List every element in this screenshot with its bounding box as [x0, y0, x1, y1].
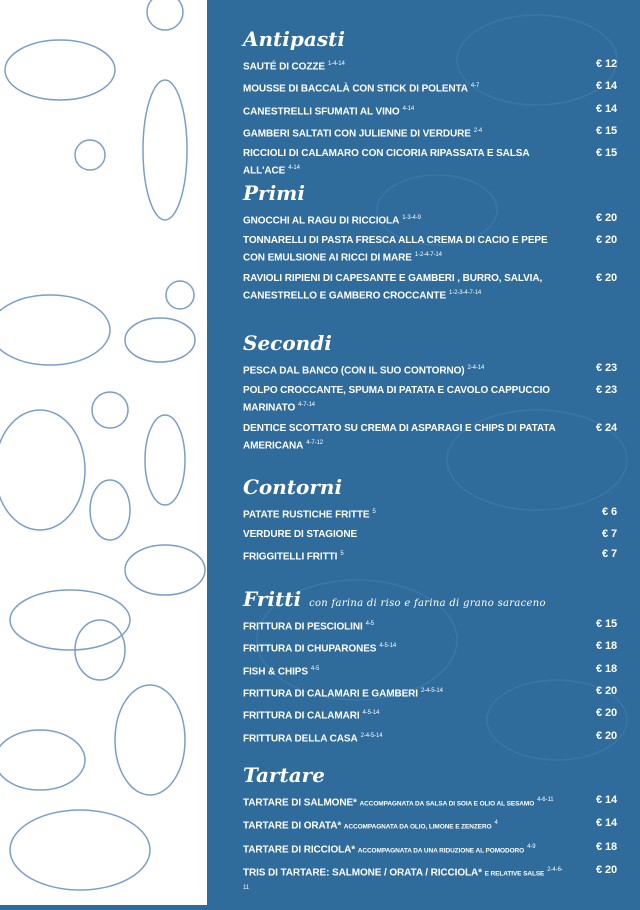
- dish-price: € 14: [595, 817, 617, 830]
- menu-item: [243, 706, 617, 723]
- dish-name: TRIS DI TARTARE: SALMONE / ORATA / RICCIOLA*: [243, 867, 482, 879]
- dish-name: MOUSSE DI BACCALÀ CON STICK DI POLENTA: [243, 83, 468, 95]
- dish-name: GNOCCHI AL RAGU DI RICCIOLA: [243, 215, 400, 227]
- dish-price: € 20: [595, 707, 617, 720]
- menu-item-text: [243, 421, 563, 453]
- dish-name: FRITTURA DI PESCIOLINI: [243, 621, 363, 633]
- menu-item-text: [243, 684, 443, 701]
- menu-item: [243, 383, 617, 415]
- section-heading: [243, 26, 617, 52]
- menu-item-text: [243, 271, 563, 303]
- dish-price: € 20: [595, 234, 617, 247]
- dish-note: ACCOMPAGNATA DA SALSA DI SOIA E OLIO AL SESAMO: [359, 800, 535, 808]
- menu-item-text: [243, 639, 396, 656]
- menu-item: [243, 863, 617, 899]
- dish-name: TARTARE DI SALMONE*: [243, 797, 357, 809]
- menu-item-text: [243, 233, 563, 265]
- menu-item: [243, 421, 617, 453]
- menu-item-text: [243, 505, 376, 522]
- dish-price: € 6: [602, 506, 617, 518]
- dish-name: FRITTURA DI CHUPARONES: [243, 643, 377, 655]
- menu-item-text: [243, 706, 379, 723]
- allergen-codes: 4-14: [288, 165, 300, 172]
- section-subtitle: con farina di riso e farina di grano saraceno: [309, 598, 546, 609]
- section-title: Antipasti: [243, 27, 345, 51]
- section-heading: [243, 586, 617, 612]
- dish-note: ACCOMPAGNATA DA UNA RIDUZIONE AL POMODORO: [357, 846, 525, 854]
- dish-price: € 18: [595, 840, 617, 853]
- menu-item: [243, 527, 617, 542]
- menu-item: [243, 547, 617, 564]
- section-heading: [243, 474, 617, 500]
- allergen-codes: 4-7-12: [306, 439, 323, 446]
- menu-item: [243, 79, 617, 96]
- menu-item: [243, 662, 617, 679]
- dish-name: FRITTURA DI CALAMARI E GAMBERI: [243, 688, 418, 700]
- seafood-illustration-panel: [0, 0, 207, 905]
- allergen-codes: 4-5-14: [362, 710, 380, 717]
- dish-price: € 24: [595, 421, 617, 434]
- allergen-codes: 2-4-6-11: [243, 866, 563, 892]
- menu-item: [243, 684, 617, 701]
- dish-price: € 18: [595, 662, 617, 675]
- menu-item: [243, 233, 617, 265]
- dish-price: € 7: [602, 548, 617, 561]
- dish-note: E RELATIVE SALSE: [484, 870, 545, 878]
- menu-item-text: [243, 793, 553, 811]
- dish-name: FRITTURA DELLA CASA: [243, 732, 358, 744]
- allergen-codes: 5: [340, 551, 344, 558]
- allergen-codes: 2-4: [473, 127, 483, 134]
- dish-name: RICCIOLI DI CALAMARO CON CICORIA RIPASSATA E SALSA ALL'ACE: [243, 148, 530, 177]
- allergen-codes: 4-6-11: [537, 797, 554, 803]
- dish-price: € 20: [595, 684, 617, 697]
- dish-name: PATATE RUSTICHE FRITTE: [243, 509, 370, 521]
- menu-item-text: [243, 617, 374, 634]
- dish-price: € 15: [595, 124, 617, 137]
- menu-item-text: [243, 527, 357, 542]
- dish-name: SAUTÉ DI COZZE: [243, 61, 325, 73]
- menu-item-text: [243, 863, 563, 899]
- menu-item: [243, 124, 617, 141]
- dish-name: FRIGGITELLI FRITTI: [243, 551, 338, 563]
- menu-item: [243, 816, 617, 834]
- dish-price: € 23: [595, 384, 617, 397]
- dish-price: € 20: [595, 729, 617, 742]
- dish-price: € 7: [602, 528, 617, 541]
- dish-name: TARTARE DI ORATA*: [243, 820, 342, 832]
- menu-item-text: [243, 361, 484, 378]
- allergen-codes: 1-2-3-4-7-14: [449, 289, 482, 296]
- menu-item: [243, 639, 617, 656]
- dish-name: CANESTRELLI SFUMATI AL VINO: [243, 105, 400, 117]
- dish-price: € 15: [595, 618, 617, 630]
- dish-name: FRITTURA DI CALAMARI: [243, 710, 360, 722]
- allergen-codes: 4-9: [527, 843, 536, 850]
- menu-item: [243, 505, 617, 522]
- allergen-codes: 5: [372, 509, 376, 515]
- allergen-codes: 1-3-4-9: [402, 215, 421, 221]
- dish-name: FISH & CHIPS: [243, 665, 308, 677]
- dish-price: € 15: [595, 147, 617, 160]
- menu-item: [243, 361, 617, 378]
- section-title: Fritti: [243, 587, 302, 611]
- menu-item-text: [243, 729, 382, 746]
- allergen-codes: 4-14: [402, 105, 415, 112]
- menu-section-tartare: [243, 762, 617, 899]
- menu-section-primi: [243, 180, 617, 303]
- dish-price: € 14: [595, 794, 617, 806]
- menu-item: [243, 793, 617, 811]
- menu-item-text: [243, 102, 414, 119]
- menu-item: [243, 840, 617, 858]
- menu-item: [243, 146, 617, 178]
- dish-name: RAVIOLI RIPIENI DI CAPESANTE E GAMBERI , BURRO, SALVIA, CANESTRELLO E GAMBERO CROCCANTE: [243, 272, 543, 301]
- menu-item: [243, 729, 617, 746]
- menu-item-text: [243, 383, 563, 415]
- dish-name: TONNARELLI DI PASTA FRESCA ALLA CREMA DI CACIO E PEPE CON EMULSIONE AI RICCI DI MARE: [243, 235, 548, 264]
- dish-name: TARTARE DI RICCIOLA*: [243, 843, 356, 855]
- section-title: Tartare: [243, 763, 325, 787]
- dish-price: € 20: [595, 212, 617, 224]
- menu-item-text: [243, 816, 498, 834]
- menu-item: [243, 271, 617, 303]
- dish-price: € 12: [595, 58, 617, 70]
- allergen-codes: 2-4-5-14: [360, 732, 383, 739]
- dish-price: € 18: [595, 640, 617, 653]
- menu-item: [243, 57, 617, 74]
- dish-price: € 14: [595, 80, 617, 93]
- allergen-codes: 2-4-5-14: [420, 687, 443, 694]
- menu-item-text: [243, 146, 563, 178]
- section-title: Contorni: [243, 475, 343, 499]
- dish-name: POLPO CROCCANTE, SPUMA DI PATATA E CAVOLO CAPPUCCIO MARINATO: [243, 385, 550, 414]
- menu-item-text: [243, 662, 319, 679]
- menu-section-contorni: [243, 474, 617, 565]
- menu-item-text: [243, 124, 482, 141]
- menu-item: [243, 617, 617, 634]
- menu-item-text: [243, 547, 344, 564]
- menu-item-text: [243, 840, 535, 858]
- allergen-codes: 2-4-14: [467, 365, 485, 371]
- dish-price: € 20: [595, 863, 617, 876]
- menu-item: [243, 102, 617, 119]
- menu-section-secondi: [243, 330, 617, 453]
- section-title: Secondi: [243, 331, 332, 355]
- allergen-codes: 1-2-4-7-14: [414, 252, 442, 259]
- dish-price: € 23: [595, 362, 617, 374]
- section-title: Primi: [243, 181, 305, 205]
- dish-name: VERDURE DI STAGIONE: [243, 529, 358, 541]
- allergen-codes: 4-7-14: [298, 402, 315, 409]
- dish-price: € 20: [595, 271, 617, 284]
- allergen-codes: 4-5: [365, 621, 375, 627]
- allergen-codes: 4-7: [470, 83, 480, 90]
- menu-item-text: [243, 211, 421, 228]
- allergen-codes: 4-5-14: [379, 643, 397, 650]
- dish-name: PESCA DAL BANCO (CON IL SUO CONTORNO): [243, 365, 465, 377]
- section-heading: [243, 330, 617, 356]
- seafood-sketch-illustration: [0, 0, 207, 905]
- allergen-codes: 4: [494, 820, 498, 827]
- section-heading: [243, 762, 617, 788]
- menu-item-text: [243, 57, 345, 74]
- menu-section-antipasti: [243, 26, 617, 179]
- dish-name: GAMBERI SALTATI CON JULIENNE DI VERDURE: [243, 128, 471, 140]
- dish-price: € 14: [595, 102, 617, 115]
- allergen-codes: 4-5: [310, 665, 320, 672]
- menu-item-text: [243, 79, 479, 96]
- section-heading: [243, 180, 617, 206]
- allergen-codes: 1-4-14: [327, 61, 345, 67]
- menu-section-fritti: [243, 586, 617, 746]
- dish-name: DENTICE SCOTTATO SU CREMA DI ASPARAGI E CHIPS DI PATATA AMERICANA: [243, 422, 556, 451]
- menu-item: [243, 211, 617, 228]
- dish-note: ACCOMPAGNATA DA OLIO, LIMONE E ZENZERO: [343, 823, 492, 831]
